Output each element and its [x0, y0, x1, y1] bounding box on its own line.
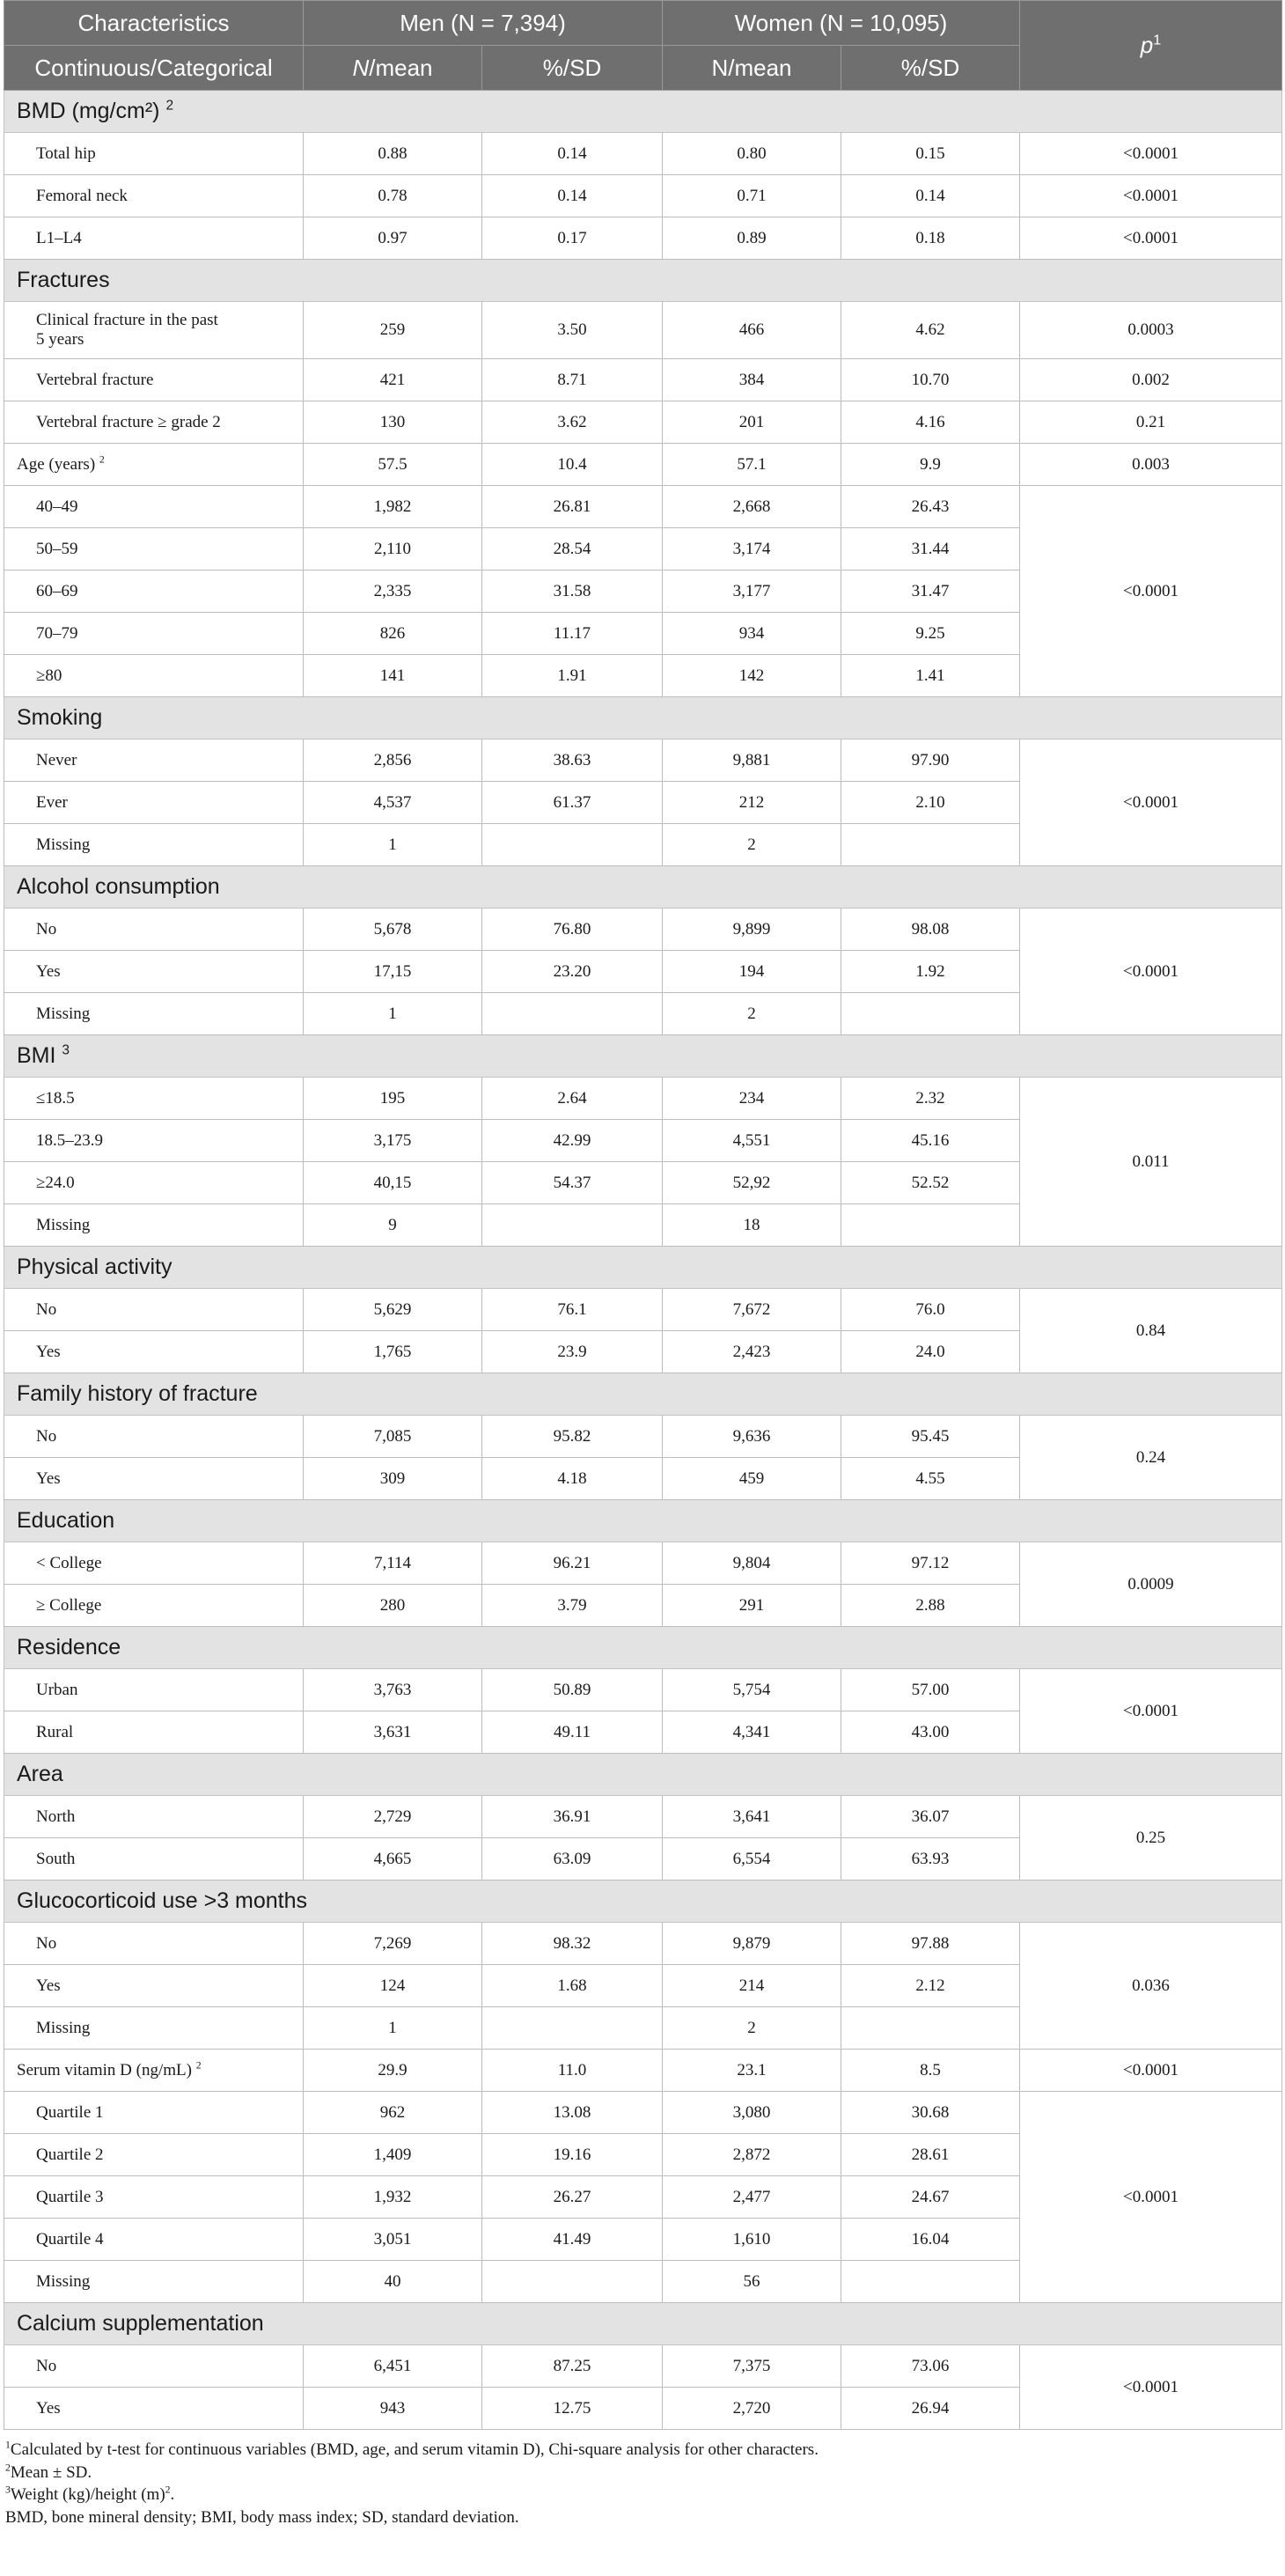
- section-alcohol: [4, 866, 1282, 909]
- men-n-mean: 1,932: [304, 2176, 482, 2219]
- women-n-mean: 9,899: [663, 909, 841, 951]
- women-pct-sd: [841, 993, 1020, 1035]
- women-pct-sd: 2.12: [841, 1965, 1020, 2007]
- p-value: 0.036: [1020, 1923, 1282, 2050]
- row-label: ≤18.5: [4, 1078, 304, 1120]
- row-label: No: [4, 1289, 304, 1331]
- table-row: [4, 359, 1282, 401]
- p-value: 0.003: [1020, 444, 1282, 486]
- women-pct-sd: 45.16: [841, 1120, 1020, 1162]
- row-label: 70–79: [4, 613, 304, 655]
- men-pct-sd: [482, 2007, 663, 2050]
- men-n-mean: 4,665: [304, 1838, 482, 1880]
- table-row: [4, 740, 1282, 782]
- women-pct-sd: 97.12: [841, 1542, 1020, 1585]
- row-label: Yes: [4, 1458, 304, 1500]
- section-title: BMI $^3$: [4, 1035, 1282, 1078]
- men-n-mean: 309: [304, 1458, 482, 1500]
- women-pct-sd: 9.25: [841, 613, 1020, 655]
- row-label: Missing: [4, 824, 304, 866]
- section-area: [4, 1754, 1282, 1796]
- women-pct-sd: 4.62: [841, 302, 1020, 359]
- men-n-mean: 826: [304, 613, 482, 655]
- header-characteristics: Characteristics: [4, 1, 304, 46]
- section-bmi: [4, 1035, 1282, 1078]
- row-label: Quartile 2: [4, 2134, 304, 2176]
- p-value: <0.0001: [1020, 175, 1282, 217]
- women-n-mean: 56: [663, 2261, 841, 2303]
- table-container: [4, 0, 1281, 2528]
- women-n-mean: 7,375: [663, 2345, 841, 2388]
- men-n-mean: 141: [304, 655, 482, 697]
- women-pct-sd: 16.04: [841, 2219, 1020, 2261]
- section-family-history: [4, 1373, 1282, 1416]
- men-pct-sd: 38.63: [482, 740, 663, 782]
- women-pct-sd: [841, 824, 1020, 866]
- p-value: <0.0001: [1020, 1669, 1282, 1754]
- footnote-3: $^3$Weight (kg)/height $(m)^2$.: [5, 2484, 175, 2504]
- men-n-mean: 421: [304, 359, 482, 401]
- table-row: [4, 1923, 1282, 1965]
- row-label: 50–59: [4, 528, 304, 570]
- row-label: Vertebral fracture: [4, 359, 304, 401]
- women-pct-sd: 9.9: [841, 444, 1020, 486]
- women-n-mean: 9,879: [663, 1923, 841, 1965]
- table-footnotes: [4, 2430, 1281, 2528]
- men-n-mean: 0.97: [304, 217, 482, 260]
- men-n-mean: 130: [304, 401, 482, 444]
- women-pct-sd: 73.06: [841, 2345, 1020, 2388]
- footnote-abbreviations: BMD, bone mineral density; BMI, body mass index; SD, standard deviation.: [5, 2507, 519, 2527]
- women-pct-sd: 52.52: [841, 1162, 1020, 1204]
- men-n-mean: 1: [304, 824, 482, 866]
- p-value: 0.25: [1020, 1796, 1282, 1880]
- men-n-mean: 962: [304, 2092, 482, 2134]
- men-n-mean: 7,269: [304, 1923, 482, 1965]
- row-label: Yes: [4, 1331, 304, 1373]
- men-n-mean: 29.9: [304, 2050, 482, 2092]
- row-label: Rural: [4, 1711, 304, 1754]
- women-pct-sd: 2.32: [841, 1078, 1020, 1120]
- men-n-mean: 1,982: [304, 486, 482, 528]
- p-value: <0.0001: [1020, 133, 1282, 175]
- men-pct-sd: 3.79: [482, 1585, 663, 1627]
- men-n-mean: 2,110: [304, 528, 482, 570]
- row-label: Yes: [4, 2388, 304, 2430]
- women-pct-sd: 2.88: [841, 1585, 1020, 1627]
- section-title: BMD (mg/cm²) $^2$: [4, 91, 1282, 133]
- characteristics-table: [4, 0, 1282, 2430]
- men-n-mean: 1: [304, 2007, 482, 2050]
- men-n-mean: 17,15: [304, 951, 482, 993]
- men-pct-sd: 19.16: [482, 2134, 663, 2176]
- women-n-mean: 194: [663, 951, 841, 993]
- women-n-mean: 3,177: [663, 570, 841, 613]
- table-row: [4, 486, 1282, 528]
- section-title: Family history of fracture: [4, 1373, 1282, 1416]
- section-title: Calcium supplementation: [4, 2303, 1282, 2345]
- women-n-mean: 934: [663, 613, 841, 655]
- women-n-mean: 0.71: [663, 175, 841, 217]
- women-pct-sd: [841, 1204, 1020, 1247]
- men-n-mean: 2,729: [304, 1796, 482, 1838]
- men-pct-sd: 61.37: [482, 782, 663, 824]
- women-n-mean: 291: [663, 1585, 841, 1627]
- men-pct-sd: 98.32: [482, 1923, 663, 1965]
- row-label: L1–L4: [4, 217, 304, 260]
- section-fractures: [4, 260, 1282, 302]
- women-pct-sd: 95.45: [841, 1416, 1020, 1458]
- men-pct-sd: 1.68: [482, 1965, 663, 2007]
- p-value: <0.0001: [1020, 2050, 1282, 2092]
- women-pct-sd: 1.92: [841, 951, 1020, 993]
- women-n-mean: 1,610: [663, 2219, 841, 2261]
- men-pct-sd: 31.58: [482, 570, 663, 613]
- women-n-mean: 466: [663, 302, 841, 359]
- table-row: [4, 302, 1282, 359]
- men-n-mean: 3,051: [304, 2219, 482, 2261]
- row-label: Missing: [4, 2261, 304, 2303]
- women-n-mean: 9,881: [663, 740, 841, 782]
- row-label: 40–49: [4, 486, 304, 528]
- p-value: <0.0001: [1020, 217, 1282, 260]
- women-n-mean: 384: [663, 359, 841, 401]
- men-n-mean: 9: [304, 1204, 482, 1247]
- men-n-mean: 195: [304, 1078, 482, 1120]
- row-label: South: [4, 1838, 304, 1880]
- women-n-mean: 212: [663, 782, 841, 824]
- men-pct-sd: 11.17: [482, 613, 663, 655]
- men-n-mean: 0.88: [304, 133, 482, 175]
- row-label: 18.5–23.9: [4, 1120, 304, 1162]
- row-label: Never: [4, 740, 304, 782]
- p-value: 0.0003: [1020, 302, 1282, 359]
- row-label: Yes: [4, 951, 304, 993]
- women-n-mean: 214: [663, 1965, 841, 2007]
- women-n-mean: 2: [663, 2007, 841, 2050]
- women-n-mean: 9,804: [663, 1542, 841, 1585]
- men-pct-sd: 11.0: [482, 2050, 663, 2092]
- section-title: Alcohol consumption: [4, 866, 1282, 909]
- women-n-mean: 7,672: [663, 1289, 841, 1331]
- women-n-mean: 234: [663, 1078, 841, 1120]
- women-n-mean: 142: [663, 655, 841, 697]
- men-n-mean: 1,765: [304, 1331, 482, 1373]
- row-label: Clinical fracture in the past 5 years: [4, 302, 304, 359]
- men-pct-sd: 87.25: [482, 2345, 663, 2388]
- table-row-vitamin-d: [4, 2050, 1282, 2092]
- men-n-mean: 1,409: [304, 2134, 482, 2176]
- men-pct-sd: [482, 2261, 663, 2303]
- men-pct-sd: 28.54: [482, 528, 663, 570]
- women-n-mean: 459: [663, 1458, 841, 1500]
- p-value: <0.0001: [1020, 740, 1282, 866]
- men-pct-sd: 1.91: [482, 655, 663, 697]
- women-pct-sd: 0.15: [841, 133, 1020, 175]
- women-n-mean: 4,341: [663, 1711, 841, 1754]
- men-n-mean: 2,856: [304, 740, 482, 782]
- women-pct-sd: 57.00: [841, 1669, 1020, 1711]
- women-n-mean: 6,554: [663, 1838, 841, 1880]
- women-pct-sd: 36.07: [841, 1796, 1020, 1838]
- men-n-mean: 4,537: [304, 782, 482, 824]
- women-n-mean: 3,080: [663, 2092, 841, 2134]
- header-continuous-categorical: Continuous/Categorical: [4, 46, 304, 91]
- table-row: [4, 909, 1282, 951]
- men-pct-sd: 49.11: [482, 1711, 663, 1754]
- row-label: Yes: [4, 1965, 304, 2007]
- table-row: [4, 133, 1282, 175]
- women-pct-sd: 30.68: [841, 2092, 1020, 2134]
- table-row: [4, 1796, 1282, 1838]
- p-value: 0.011: [1020, 1078, 1282, 1247]
- section-education: [4, 1500, 1282, 1542]
- section-calcium: [4, 2303, 1282, 2345]
- table-row: [4, 2092, 1282, 2134]
- men-pct-sd: 23.9: [482, 1331, 663, 1373]
- women-n-mean: 2: [663, 824, 841, 866]
- women-pct-sd: 24.67: [841, 2176, 1020, 2219]
- men-pct-sd: 41.49: [482, 2219, 663, 2261]
- men-n-mean: 5,629: [304, 1289, 482, 1331]
- men-pct-sd: [482, 1204, 663, 1247]
- men-n-mean: 2,335: [304, 570, 482, 613]
- women-pct-sd: 0.18: [841, 217, 1020, 260]
- women-pct-sd: 1.41: [841, 655, 1020, 697]
- p-value: <0.0001: [1020, 2092, 1282, 2303]
- men-pct-sd: [482, 993, 663, 1035]
- section-glucocorticoid: [4, 1880, 1282, 1923]
- men-pct-sd: 96.21: [482, 1542, 663, 1585]
- men-pct-sd: 26.27: [482, 2176, 663, 2219]
- header-women: Women (N = 10,095): [663, 1, 1020, 46]
- row-label: ≥ College: [4, 1585, 304, 1627]
- women-pct-sd: 2.10: [841, 782, 1020, 824]
- women-pct-sd: 28.61: [841, 2134, 1020, 2176]
- men-pct-sd: [482, 824, 663, 866]
- row-label: 60–69: [4, 570, 304, 613]
- row-label: Vertebral fracture ≥ grade 2: [4, 401, 304, 444]
- men-pct-sd: 26.81: [482, 486, 663, 528]
- women-n-mean: 2,668: [663, 486, 841, 528]
- women-n-mean: 9,636: [663, 1416, 841, 1458]
- women-pct-sd: 43.00: [841, 1711, 1020, 1754]
- row-label: No: [4, 1923, 304, 1965]
- men-n-mean: 1: [304, 993, 482, 1035]
- p-value: 0.0009: [1020, 1542, 1282, 1627]
- row-label: North: [4, 1796, 304, 1838]
- row-label: Missing: [4, 2007, 304, 2050]
- section-title: Fractures: [4, 260, 1282, 302]
- row-label: Quartile 3: [4, 2176, 304, 2219]
- table-row: [4, 1542, 1282, 1585]
- women-n-mean: 57.1: [663, 444, 841, 486]
- men-pct-sd: 3.62: [482, 401, 663, 444]
- men-pct-sd: 3.50: [482, 302, 663, 359]
- men-pct-sd: 0.14: [482, 133, 663, 175]
- women-n-mean: 52,92: [663, 1162, 841, 1204]
- men-pct-sd: 12.75: [482, 2388, 663, 2430]
- row-label: Serum vitamin D (ng/mL) $^2$: [4, 2050, 304, 2092]
- table-row: [4, 2345, 1282, 2388]
- men-pct-sd: 63.09: [482, 1838, 663, 1880]
- men-n-mean: 40,15: [304, 1162, 482, 1204]
- table-header: [4, 1, 1282, 91]
- men-pct-sd: 76.80: [482, 909, 663, 951]
- men-pct-sd: 8.71: [482, 359, 663, 401]
- men-pct-sd: 36.91: [482, 1796, 663, 1838]
- section-residence: [4, 1627, 1282, 1669]
- women-n-mean: 18: [663, 1204, 841, 1247]
- row-label: Femoral neck: [4, 175, 304, 217]
- women-pct-sd: 63.93: [841, 1838, 1020, 1880]
- women-n-mean: 0.80: [663, 133, 841, 175]
- women-n-mean: 3,641: [663, 1796, 841, 1838]
- row-label: No: [4, 909, 304, 951]
- men-pct-sd: 50.89: [482, 1669, 663, 1711]
- men-n-mean: 280: [304, 1585, 482, 1627]
- section-title: Residence: [4, 1627, 1282, 1669]
- men-n-mean: 5,678: [304, 909, 482, 951]
- women-pct-sd: 31.47: [841, 570, 1020, 613]
- row-label: Urban: [4, 1669, 304, 1711]
- p-value: <0.0001: [1020, 2345, 1282, 2430]
- men-n-mean: 3,175: [304, 1120, 482, 1162]
- row-label: Missing: [4, 993, 304, 1035]
- women-pct-sd: 76.0: [841, 1289, 1020, 1331]
- p-value: 0.84: [1020, 1289, 1282, 1373]
- table-row: [4, 175, 1282, 217]
- header-women-pct-sd: %/SD: [841, 46, 1020, 91]
- men-pct-sd: 76.1: [482, 1289, 663, 1331]
- men-n-mean: 57.5: [304, 444, 482, 486]
- table-row: [4, 1669, 1282, 1711]
- men-pct-sd: 54.37: [482, 1162, 663, 1204]
- men-pct-sd: 0.14: [482, 175, 663, 217]
- table-row-age: [4, 444, 1282, 486]
- section-title: Education: [4, 1500, 1282, 1542]
- men-pct-sd: 13.08: [482, 2092, 663, 2134]
- women-pct-sd: [841, 2261, 1020, 2303]
- men-pct-sd: 95.82: [482, 1416, 663, 1458]
- women-n-mean: 2,720: [663, 2388, 841, 2430]
- women-pct-sd: 24.0: [841, 1331, 1020, 1373]
- table-row: [4, 1416, 1282, 1458]
- women-pct-sd: 8.5: [841, 2050, 1020, 2092]
- row-label: ≥24.0: [4, 1162, 304, 1204]
- men-n-mean: 0.78: [304, 175, 482, 217]
- row-label: Age (years) $^2$: [4, 444, 304, 486]
- women-pct-sd: 10.70: [841, 359, 1020, 401]
- men-n-mean: 3,631: [304, 1711, 482, 1754]
- women-pct-sd: 97.90: [841, 740, 1020, 782]
- men-pct-sd: 42.99: [482, 1120, 663, 1162]
- men-pct-sd: 10.4: [482, 444, 663, 486]
- women-n-mean: 2,872: [663, 2134, 841, 2176]
- men-pct-sd: 4.18: [482, 1458, 663, 1500]
- table-row: [4, 217, 1282, 260]
- table-row: [4, 1289, 1282, 1331]
- women-pct-sd: 26.43: [841, 486, 1020, 528]
- men-n-mean: 7,114: [304, 1542, 482, 1585]
- women-n-mean: 2,477: [663, 2176, 841, 2219]
- men-n-mean: 40: [304, 2261, 482, 2303]
- women-pct-sd: 97.88: [841, 1923, 1020, 1965]
- men-n-mean: 259: [304, 302, 482, 359]
- section-title: Glucocorticoid use >3 months: [4, 1880, 1282, 1923]
- women-pct-sd: 4.55: [841, 1458, 1020, 1500]
- men-n-mean: 943: [304, 2388, 482, 2430]
- row-label: Ever: [4, 782, 304, 824]
- women-n-mean: 3,174: [663, 528, 841, 570]
- section-physical-activity: [4, 1247, 1282, 1289]
- row-label: < College: [4, 1542, 304, 1585]
- footnote-1: $^1$Calculated by t-test for continuous variables (BMD, age, and serum vitamin D), Chi-square analysis for other characters.: [5, 2439, 819, 2459]
- row-label: No: [4, 2345, 304, 2388]
- section-title: Smoking: [4, 697, 1282, 740]
- men-pct-sd: 23.20: [482, 951, 663, 993]
- row-label: Total hip: [4, 133, 304, 175]
- women-pct-sd: 4.16: [841, 401, 1020, 444]
- women-n-mean: 4,551: [663, 1120, 841, 1162]
- row-label: Quartile 1: [4, 2092, 304, 2134]
- women-pct-sd: 31.44: [841, 528, 1020, 570]
- section-title: Physical activity: [4, 1247, 1282, 1289]
- header-men-pct-sd: %/SD: [482, 46, 663, 91]
- p-value: 0.24: [1020, 1416, 1282, 1500]
- row-label: Quartile 4: [4, 2219, 304, 2261]
- women-n-mean: 2,423: [663, 1331, 841, 1373]
- men-n-mean: 3,763: [304, 1669, 482, 1711]
- women-n-mean: 201: [663, 401, 841, 444]
- men-n-mean: 6,451: [304, 2345, 482, 2388]
- section-smoking: [4, 697, 1282, 740]
- women-n-mean: 23.1: [663, 2050, 841, 2092]
- men-n-mean: 7,085: [304, 1416, 482, 1458]
- men-pct-sd: 2.64: [482, 1078, 663, 1120]
- row-label: Missing: [4, 1204, 304, 1247]
- men-pct-sd: 0.17: [482, 217, 663, 260]
- p-value: 0.002: [1020, 359, 1282, 401]
- men-n-mean: 124: [304, 1965, 482, 2007]
- row-label: ≥80: [4, 655, 304, 697]
- table-row: [4, 1078, 1282, 1120]
- header-men-n-mean: N/mean: [304, 46, 482, 91]
- women-n-mean: 0.89: [663, 217, 841, 260]
- women-pct-sd: 26.94: [841, 2388, 1020, 2430]
- women-pct-sd: [841, 2007, 1020, 2050]
- row-label: No: [4, 1416, 304, 1458]
- p-value: <0.0001: [1020, 486, 1282, 697]
- table-row: [4, 401, 1282, 444]
- p-value: 0.21: [1020, 401, 1282, 444]
- women-pct-sd: 0.14: [841, 175, 1020, 217]
- section-bmd: [4, 91, 1282, 133]
- header-men: Men (N = 7,394): [304, 1, 663, 46]
- section-title: Area: [4, 1754, 1282, 1796]
- p-value: <0.0001: [1020, 909, 1282, 1035]
- women-pct-sd: 98.08: [841, 909, 1020, 951]
- women-n-mean: 5,754: [663, 1669, 841, 1711]
- header-women-n-mean: N/mean: [663, 46, 841, 91]
- header-p: $p^1$: [1020, 1, 1282, 91]
- footnote-2: $^2$Mean ± SD.: [5, 2462, 92, 2482]
- women-n-mean: 2: [663, 993, 841, 1035]
